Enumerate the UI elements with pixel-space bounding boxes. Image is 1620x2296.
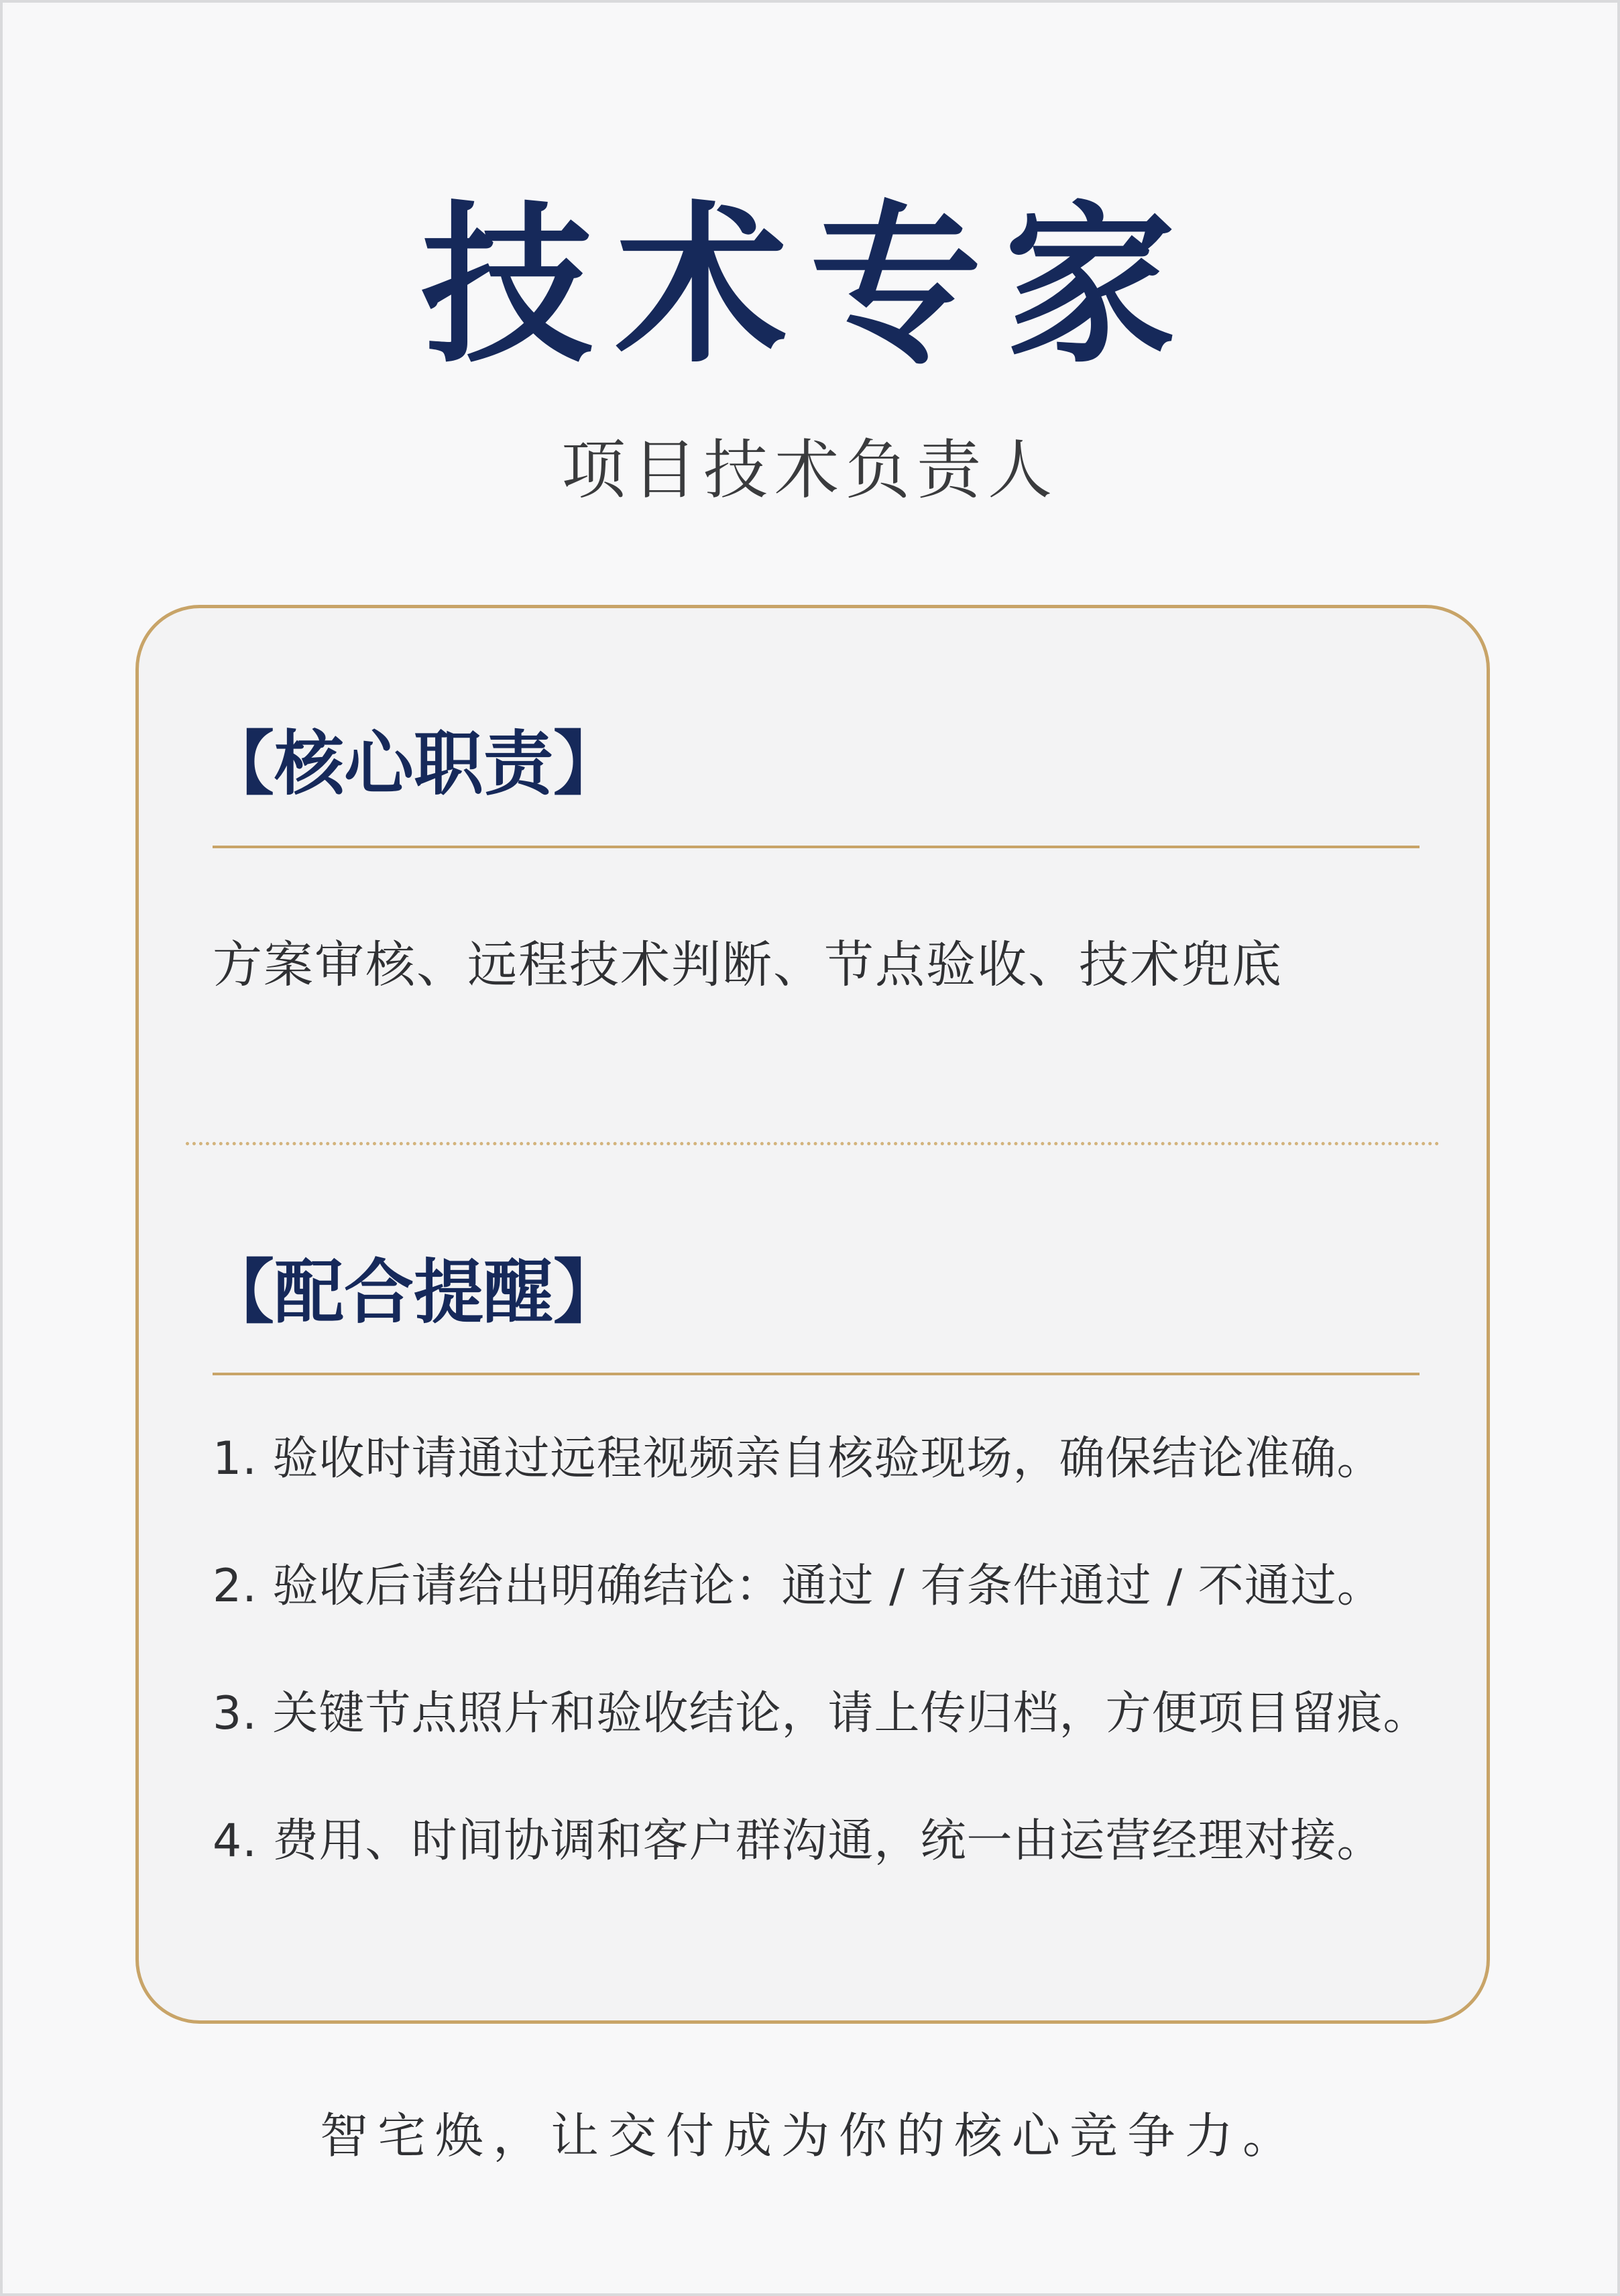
core-duties-heading: 【核心职责】: [205, 723, 624, 805]
page-title: 技术专家: [420, 186, 1199, 386]
core-duties-text: 方案审核、远程技术判断、节点验收、技术兜底: [213, 936, 1283, 994]
core-duties-divider: [213, 846, 1420, 848]
reminders-list: [213, 1430, 1473, 1940]
page-subtitle: 项目技术负责人: [561, 433, 1059, 508]
reminder-item-2: 2. 验收后请给出明确结论：通过 / 有条件通过 / 不通过。: [213, 1560, 1383, 1613]
reminder-item-4: 4. 费用、时间协调和客户群沟通，统一由运营经理对接。: [213, 1815, 1383, 1868]
info-card: [135, 605, 1490, 2024]
reminder-item-1: 1. 验收时请通过远程视频亲自核验现场，确保结论准确。: [213, 1432, 1383, 1485]
section-separator: [186, 1142, 1440, 1145]
reminders-heading: 【配合提醒】: [205, 1251, 624, 1333]
footer-slogan: 智宅焕，让交付成为你的核心竞争力。: [319, 2108, 1300, 2164]
reminder-item-3: 3. 关键节点照片和验收结论，请上传归档，方便项目留痕。: [213, 1687, 1430, 1740]
reminders-divider: [213, 1373, 1420, 1375]
